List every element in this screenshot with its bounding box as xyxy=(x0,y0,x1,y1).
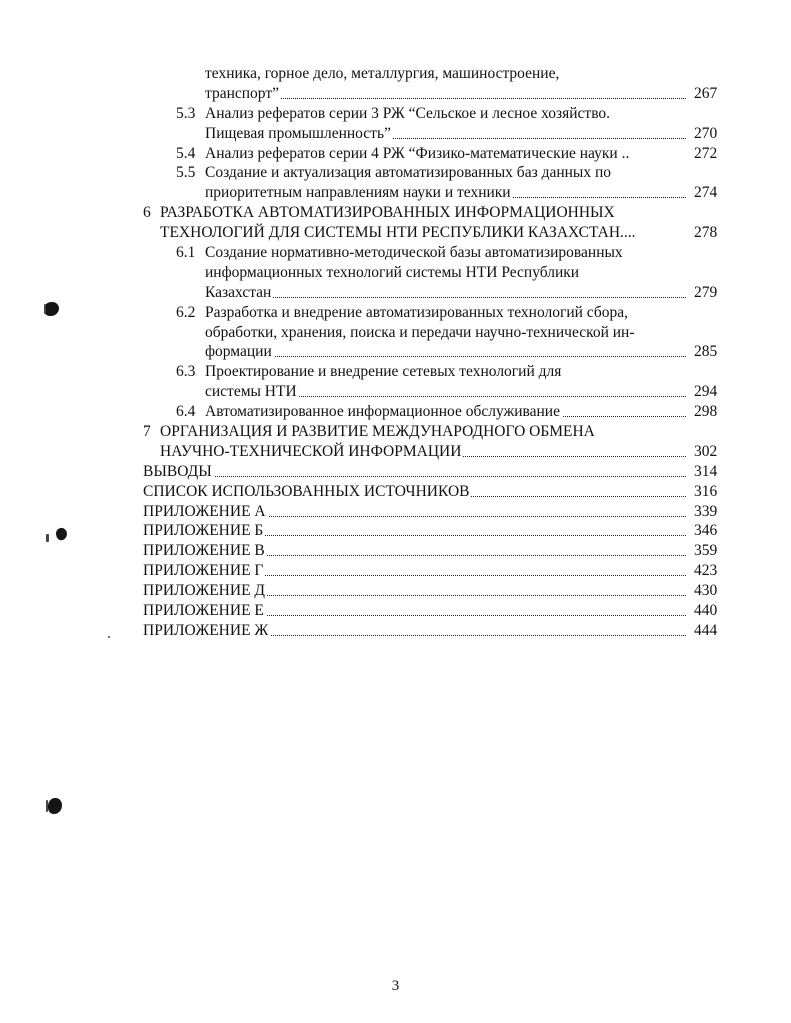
toc-entry-5-4[interactable] xyxy=(0,144,791,164)
toc-entry-number: 6 xyxy=(143,204,151,222)
toc-entry-conclusions[interactable] xyxy=(0,462,791,482)
toc-page-number: 285 xyxy=(694,343,718,361)
toc-entry-appendix-e[interactable] xyxy=(0,601,791,621)
toc-page-number: 430 xyxy=(694,582,718,600)
toc-page-number: 270 xyxy=(694,124,718,142)
toc-entry-6-2[interactable] xyxy=(0,303,791,363)
toc-entry-appendix-a[interactable] xyxy=(0,502,791,522)
toc-entry-number: 5.5 xyxy=(176,164,196,182)
toc-entry-text: системы НТИ xyxy=(205,383,297,401)
table-of-contents xyxy=(0,64,791,641)
toc-entry-text: СПИСОК ИСПОЛЬЗОВАННЫХ ИСТОЧНИКОВ xyxy=(143,482,470,500)
toc-entry-appendix-v[interactable] xyxy=(0,541,791,561)
toc-page-number: 314 xyxy=(694,462,718,480)
toc-entry-7[interactable] xyxy=(0,422,791,462)
toc-entry-number: 7 xyxy=(143,423,151,441)
toc-entry-6-3[interactable] xyxy=(0,362,791,402)
toc-entry-number: 5.3 xyxy=(176,104,196,122)
toc-page-number: 278 xyxy=(694,224,718,242)
toc-entry-text: Анализ рефератов серии 4 РЖ “Физико-математические науки .. xyxy=(205,144,630,162)
toc-entry-appendix-b[interactable] xyxy=(0,521,791,541)
toc-entry-text: информационных технологий системы НТИ Республики xyxy=(205,263,580,281)
binder-hole-mark-bottom xyxy=(48,798,62,814)
toc-entry-text: РАЗРАБОТКА АВТОМАТИЗИРОВАННЫХ ИНФОРМАЦИОННЫХ xyxy=(160,204,615,222)
toc-entry-6-4[interactable] xyxy=(0,402,791,422)
toc-page-number: 274 xyxy=(694,184,718,202)
toc-entry-text: ПРИЛОЖЕНИЕ Г xyxy=(143,562,264,580)
toc-entry-text: ВЫВОДЫ xyxy=(143,462,212,480)
toc-entry-text: техника, горное дело, металлургия, машиностроение, xyxy=(205,65,560,82)
toc-entry-number: 6.2 xyxy=(176,303,196,321)
toc-entry-6-1[interactable] xyxy=(0,243,791,303)
toc-entry-number: 6.1 xyxy=(176,244,196,262)
toc-entry-text: НАУЧНО-ТЕХНИЧЕСКОЙ ИНФОРМАЦИИ xyxy=(160,442,462,460)
toc-entry-text: ПРИЛОЖЕНИЕ В xyxy=(143,542,265,560)
toc-entry-text: ПРИЛОЖЕНИЕ Е xyxy=(143,602,264,620)
toc-entry-5-3[interactable] xyxy=(0,104,791,144)
toc-entry-text: ПРИЛОЖЕНИЕ Д xyxy=(143,582,265,600)
toc-entry-6[interactable] xyxy=(0,203,791,243)
toc-entry-text: ОРГАНИЗАЦИЯ И РАЗВИТИЕ МЕЖДУНАРОДНОГО ОБМЕНА xyxy=(160,423,595,441)
toc-entry-text: приоритетным направлениям науки и техники xyxy=(205,184,511,202)
toc-page-number: 302 xyxy=(694,442,718,460)
toc-entry-text: обработки, хранения, поиска и передачи научно-технической ин- xyxy=(205,323,635,341)
toc-entry-text: транспорт” xyxy=(205,84,280,102)
toc-entry-sources[interactable] xyxy=(0,482,791,502)
scan-speck xyxy=(46,800,48,812)
toc-page-number: 346 xyxy=(694,522,718,540)
toc-entry-number: 5.4 xyxy=(176,144,196,162)
toc-entry-number: 6.4 xyxy=(176,403,196,421)
toc-entry-text: Автоматизированное информационное обслуживание xyxy=(205,403,560,421)
toc-page-number: 267 xyxy=(694,84,718,102)
toc-entry-appendix-d[interactable] xyxy=(0,581,791,601)
toc-entry-text: Проектирование и внедрение сетевых технологий для xyxy=(205,363,562,381)
page-number: 3 xyxy=(391,978,400,994)
toc-page-number: 423 xyxy=(694,562,718,580)
toc-entry-text: Создание и актуализация автоматизированных баз данных по xyxy=(205,164,612,182)
scan-speck xyxy=(108,636,110,638)
toc-entry-appendix-zh[interactable] xyxy=(0,621,791,641)
toc-entry-5-5[interactable] xyxy=(0,163,791,203)
toc-page-number: 440 xyxy=(694,602,718,620)
toc-page-number: 316 xyxy=(694,482,718,500)
scan-speck xyxy=(44,304,46,314)
toc-page-number: 279 xyxy=(694,283,718,301)
toc-page-number: 339 xyxy=(694,502,718,520)
toc-entry-text: Казахстан xyxy=(205,283,272,301)
scan-speck xyxy=(46,534,49,542)
toc-entry-appendix-g[interactable] xyxy=(0,561,791,581)
toc-page-number: 359 xyxy=(694,542,718,560)
toc-entry-text: Создание нормативно-методической базы автоматизированных xyxy=(205,244,623,262)
toc-entry-text: формации xyxy=(205,343,272,361)
toc-page-number: 298 xyxy=(694,403,718,421)
toc-entry-number: 6.3 xyxy=(176,363,196,381)
toc-entry-text: ПРИЛОЖЕНИЕ Ж xyxy=(143,621,269,639)
toc-page-number: 444 xyxy=(694,621,718,639)
toc-entry-text: ПРИЛОЖЕНИЕ А xyxy=(143,502,266,520)
toc-entry-text: Пищевая промышленность” xyxy=(205,124,391,142)
toc-entry-text: ТЕХНОЛОГИЙ ДЛЯ СИСТЕМЫ НТИ РЕСПУБЛИКИ КАЗАХСТАН.... xyxy=(160,224,636,242)
toc-page-number: 272 xyxy=(694,144,718,162)
toc-page-number: 294 xyxy=(694,383,718,401)
toc-entry-text: Разработка и внедрение автоматизированных технологий сбора, xyxy=(205,303,629,321)
toc-entry-5-2-continuation xyxy=(0,64,791,104)
toc-entry-text: Анализ рефератов серии 3 РЖ “Сельское и лесное хозяйство. xyxy=(205,104,611,122)
toc-entry-text: ПРИЛОЖЕНИЕ Б xyxy=(143,522,264,540)
